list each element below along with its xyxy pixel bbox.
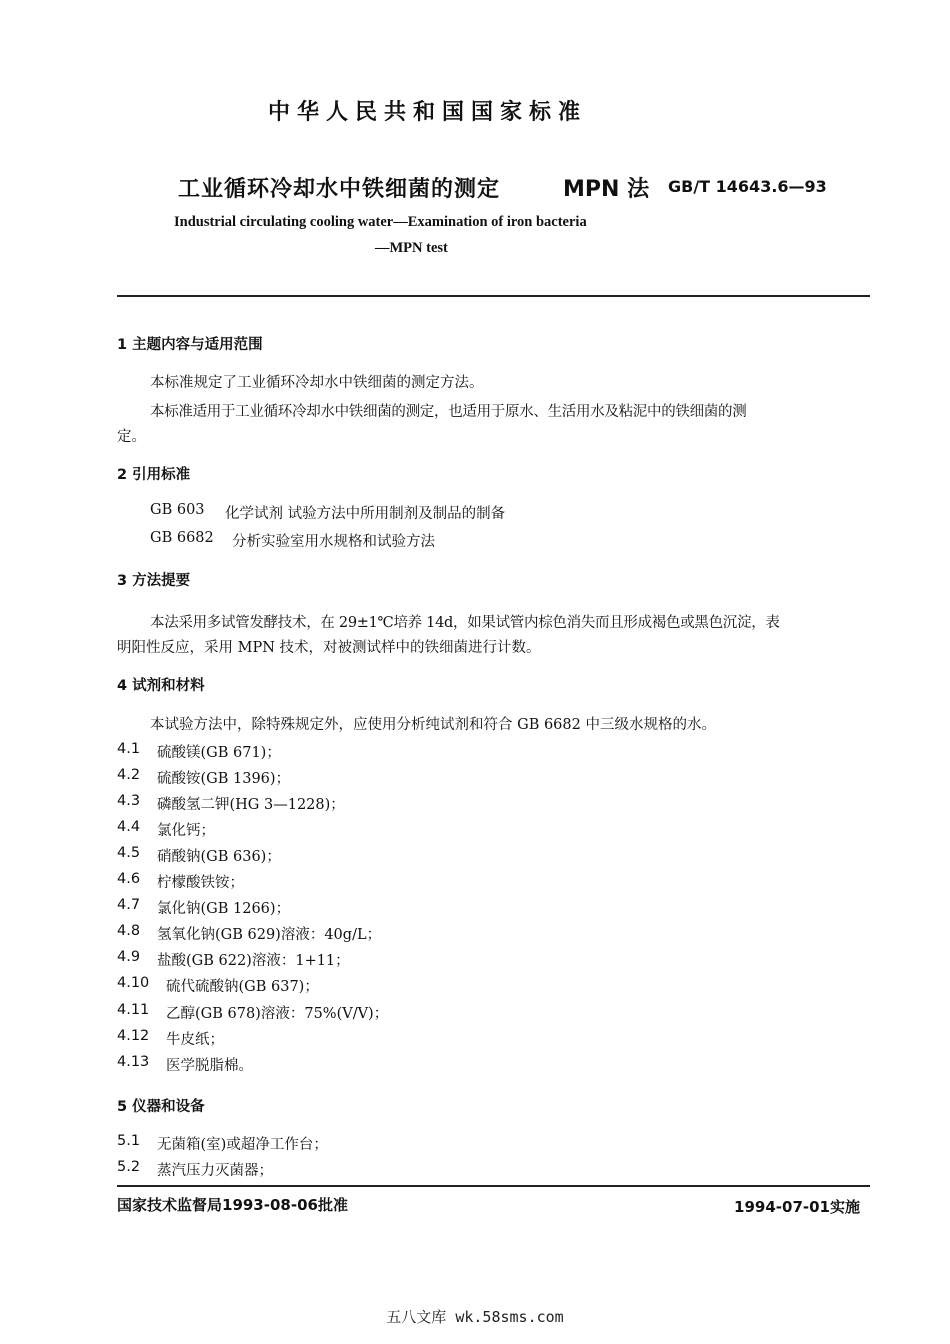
watermark-text: 五八文库 wk.58sms.com <box>386 1308 564 1326</box>
item-number: 4.7 <box>117 897 141 913</box>
section-3-paragraph-cont: 明阳性反应，采用 MPN 技术，对被测试样中的铁细菌进行计数。 <box>117 640 541 656</box>
item-number: 5.1 <box>117 1133 141 1149</box>
item-number: 4.10 <box>117 975 150 991</box>
item-number: 4.8 <box>117 923 141 939</box>
section-4-intro: 本试验方法中，除特殊规定外，应使用分析纯试剂和符合 GB 6682 中三级水规格的水。 <box>150 717 716 733</box>
item-text: 硝酸钠(GB 636)； <box>157 849 281 865</box>
section-1-heading: 1 主题内容与适用范围 <box>117 337 263 353</box>
header-divider <box>117 295 870 297</box>
section-3-heading: 3 方法提要 <box>117 573 191 589</box>
section-4-heading: 4 试剂和材料 <box>117 678 205 694</box>
item-number: 4.1 <box>117 741 141 757</box>
standard-code: GB/T 14643.6—93 <box>668 177 827 196</box>
item-number: 4.9 <box>117 949 141 965</box>
item-text: 氢氧化钠(GB 629)溶液：40g/L； <box>157 927 382 943</box>
national-standard-heading: 中华人民共和国国家标准 <box>268 100 588 125</box>
item-text: 硫酸镁(GB 671)； <box>157 745 281 761</box>
item-number: 4.12 <box>117 1028 150 1044</box>
item-text: 盐酸(GB 622)溶液：1+11； <box>157 953 350 969</box>
item-number: 4.3 <box>117 793 141 809</box>
item-text: 牛皮纸； <box>166 1032 224 1048</box>
reference-title: 化学试剂 试验方法中所用制剂及制品的制备 <box>225 506 506 522</box>
item-number: 4.5 <box>117 845 141 861</box>
item-number: 4.13 <box>117 1054 150 1070</box>
item-text: 硫代硫酸钠(GB 637)； <box>166 979 319 995</box>
footer-divider <box>117 1185 870 1187</box>
item-number: 4.2 <box>117 767 141 783</box>
document-title-method: MPN 法 <box>563 177 650 202</box>
item-number: 5.2 <box>117 1159 141 1175</box>
item-text: 柠檬酸铁铵； <box>157 875 244 891</box>
section-1-paragraph-1: 本标准规定了工业循环冷却水中铁细菌的测定方法。 <box>150 375 484 391</box>
item-text: 氯化钙； <box>157 823 215 839</box>
section-2-heading: 2 引用标准 <box>117 467 191 483</box>
item-number: 4.11 <box>117 1002 150 1018</box>
effective-date: 1994-07-01实施 <box>734 1198 860 1216</box>
english-title-line2: —MPN test <box>375 240 448 256</box>
document-title: 工业循环冷却水中铁细菌的测定 <box>178 177 501 202</box>
item-number: 4.6 <box>117 871 141 887</box>
reference-code: GB 6682 <box>150 530 214 546</box>
item-text: 医学脱脂棉。 <box>166 1058 253 1074</box>
reference-code: GB 603 <box>150 502 205 518</box>
english-title-line1: Industrial circulating cooling water—Examination of iron bacteria <box>174 214 587 230</box>
item-text: 磷酸氢二钾(HG 3—1228)； <box>157 797 345 813</box>
item-text: 无菌箱(室)或超净工作台； <box>157 1137 328 1153</box>
item-text: 硫酸铵(GB 1396)； <box>157 771 291 787</box>
section-1-paragraph-2: 本标准适用于工业循环冷却水中铁细菌的测定，也适用于原水、生活用水及粘泥中的铁细菌的测 <box>150 404 747 420</box>
section-1-paragraph-2-cont: 定。 <box>117 429 146 445</box>
item-text: 氯化钠(GB 1266)； <box>157 901 291 917</box>
reference-title: 分析实验室用水规格和试验方法 <box>232 534 435 550</box>
section-3-paragraph: 本法采用多试管发酵技术，在 29±1℃培养 14d，如果试管内棕色消失而且形成褐色或黑色沉淀，表 <box>150 615 780 631</box>
item-text: 蒸汽压力灭菌器； <box>157 1163 273 1179</box>
approval-date: 国家技术监督局1993-08-06批准 <box>117 1196 348 1214</box>
item-text: 乙醇(GB 678)溶液：75%(V/V)； <box>166 1006 389 1022</box>
section-5-heading: 5 仪器和设备 <box>117 1099 205 1115</box>
item-number: 4.4 <box>117 819 141 835</box>
